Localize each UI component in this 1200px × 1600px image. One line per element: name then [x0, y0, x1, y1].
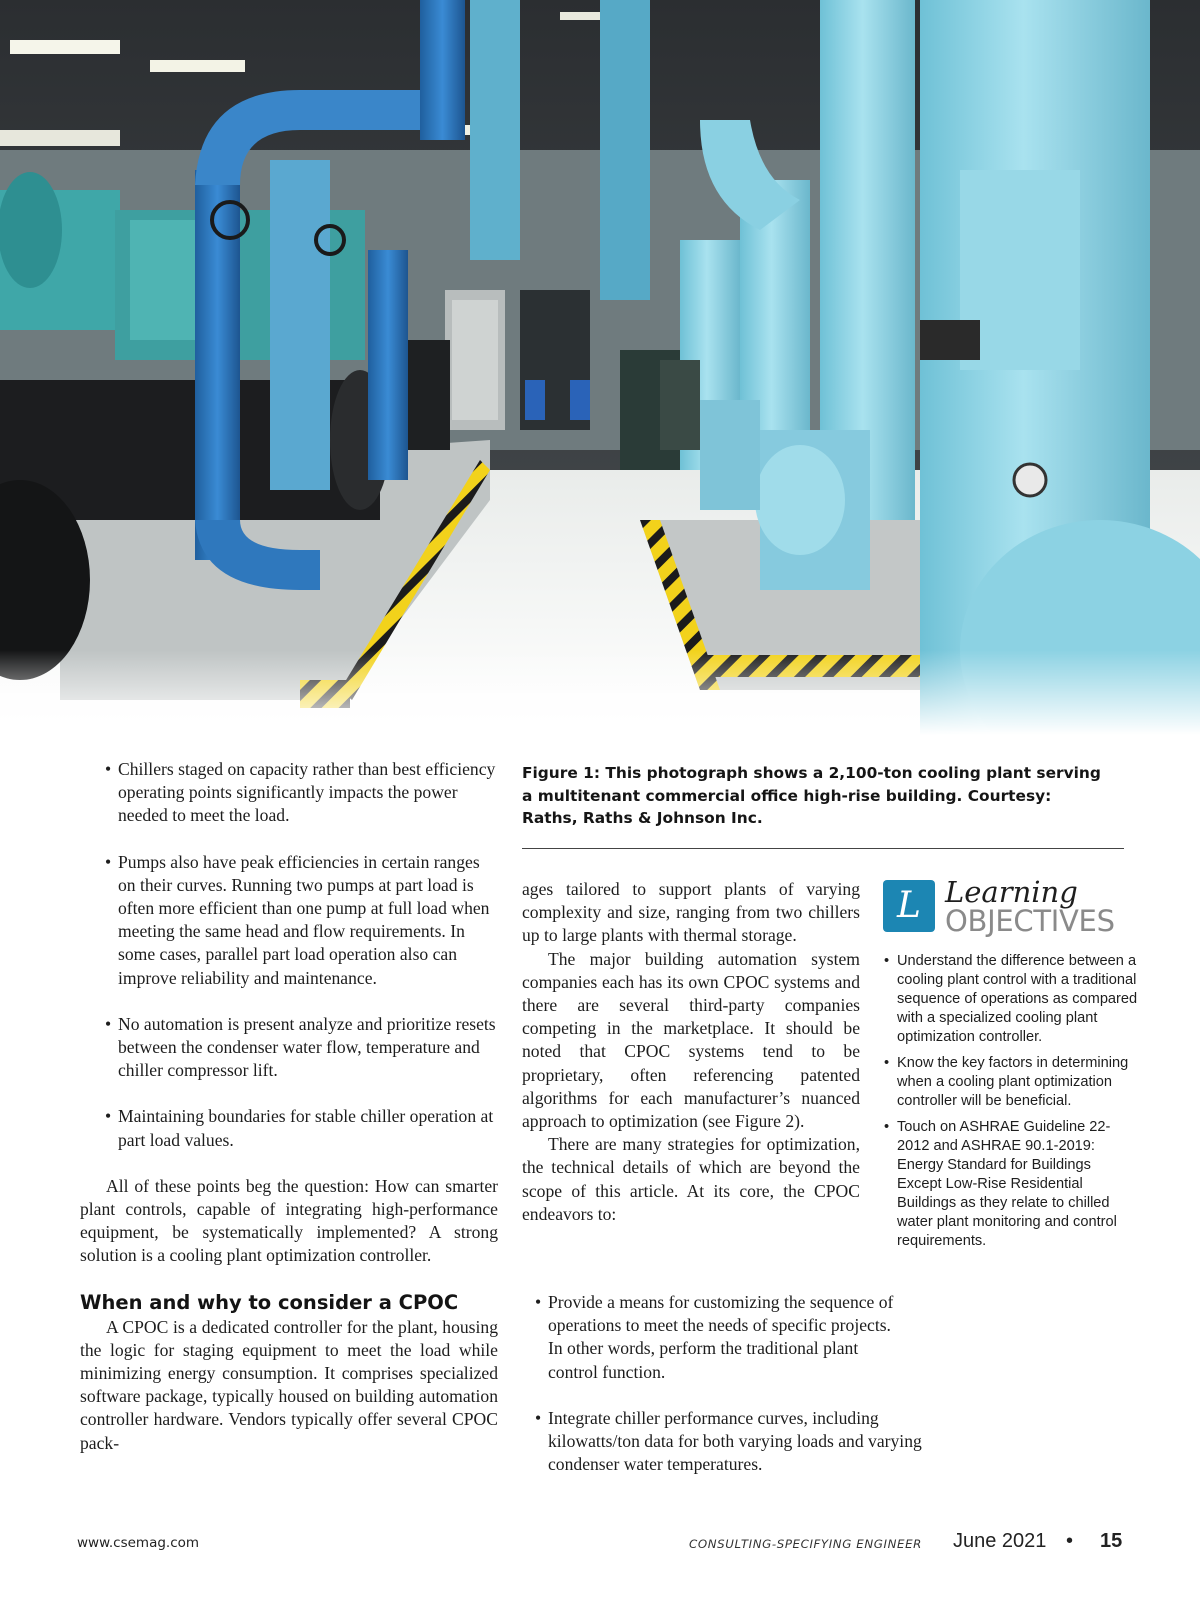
list-item: • Chillers staged on capacity rather than best efficiency operating points significantly impacts the power needed to meet the load.	[105, 759, 496, 826]
footer-magazine: CONSULTING-SPECIFYING ENGINEER	[689, 1537, 922, 1551]
learning-objectives-logo: L	[883, 880, 935, 932]
left-column	[80, 758, 498, 1455]
footer-date: June 2021	[953, 1530, 1047, 1552]
caption-divider	[522, 848, 1124, 849]
middle-column	[522, 878, 860, 1226]
list-item: • No automation is present analyze and prioritize resets between the condenser water flow, temperature and chiller compressor lift.	[105, 1013, 496, 1081]
list-item: • Integrate chiller performance curves, including kilowatts/ton data for both varying loads and varying condenser water temperatures.	[535, 1407, 922, 1475]
footer-separator: •	[1066, 1530, 1074, 1552]
list-item: • Know the key factors in determining when a cooling plant optimization controller will be beneficial.	[884, 1055, 1129, 1109]
body-paragraph: The major building automation system companies each has its own CPOC systems and there are several third-party companies competing in the marketplace. It should be noted that CPOC systems tend to be proprietary, often referencing patented algorithms for each manufacturer’s nuanced approach to optimization (see Figure 2).	[522, 948, 860, 1132]
cooling-plant-photo	[0, 0, 1200, 735]
footer-url: www.csemag.com	[77, 1535, 200, 1551]
page-number: 15	[1100, 1530, 1123, 1552]
list-item: • Maintaining boundaries for stable chiller operation at part load values.	[105, 1106, 494, 1150]
list-item: • Understand the difference between a cooling plant control with a traditional sequence of operations as compared with a specialized cooling plant optimization controller.	[884, 953, 1138, 1045]
body-paragraph: ages tailored to support plants of varying complexity and size, ranging from two chillers up to large plants with thermal storage.	[522, 879, 860, 946]
list-item: • Pumps also have peak efficiencies in certain ranges on their curves. Running two pumps at part load is often more efficient than one pump at full load when meeting the same head and flow requirements. In some cases, parallel part load operation also can improve reliability and maintenance.	[105, 851, 490, 988]
figure-caption: Figure 1: This photograph shows a 2,100-ton cooling plant serving a multitenant commercial office high-rise building. Courtesy: Raths, Raths & Johnson Inc.	[522, 764, 1101, 827]
body-paragraph: There are many strategies for optimization, the technical details of which are beyond the scope of this article. At its core, the CPOC endeavors to:	[522, 1134, 860, 1224]
list-item: • Touch on ASHRAE Guideline 22-2012 and ASHRAE 90.1-2019: Energy Standard for Buildings Except Low-Rise Residential Buildings as they relate to chilled water plant monitoring and control requirements.	[884, 1119, 1117, 1249]
body-paragraph: A CPOC is a dedicated controller for the plant, housing the logic for staging equipment to meet the load while minimizing energy consumption. It comprises specialized software package, typically housed on building automation controller hardware. Vendors typically offer several CPOC pack-	[80, 1316, 498, 1453]
body-paragraph: All of these points beg the question: How can smarter plant controls, capable of integrating high-performance equipment, be systematically implemented? A strong solution is a cooling plant optimization controller.	[80, 1175, 498, 1266]
middle-column-bullets	[522, 1291, 940, 1476]
section-heading: When and why to consider a CPOC	[80, 1290, 459, 1314]
learning-title: Learning	[945, 875, 1078, 909]
list-item: • Provide a means for customizing the sequence of operations to meet the needs of specific projects. In other words, perform the traditional plant control function.	[535, 1292, 894, 1382]
objectives-title: OBJECTIVES	[945, 904, 1115, 938]
learning-objectives-list	[883, 952, 1138, 1258]
